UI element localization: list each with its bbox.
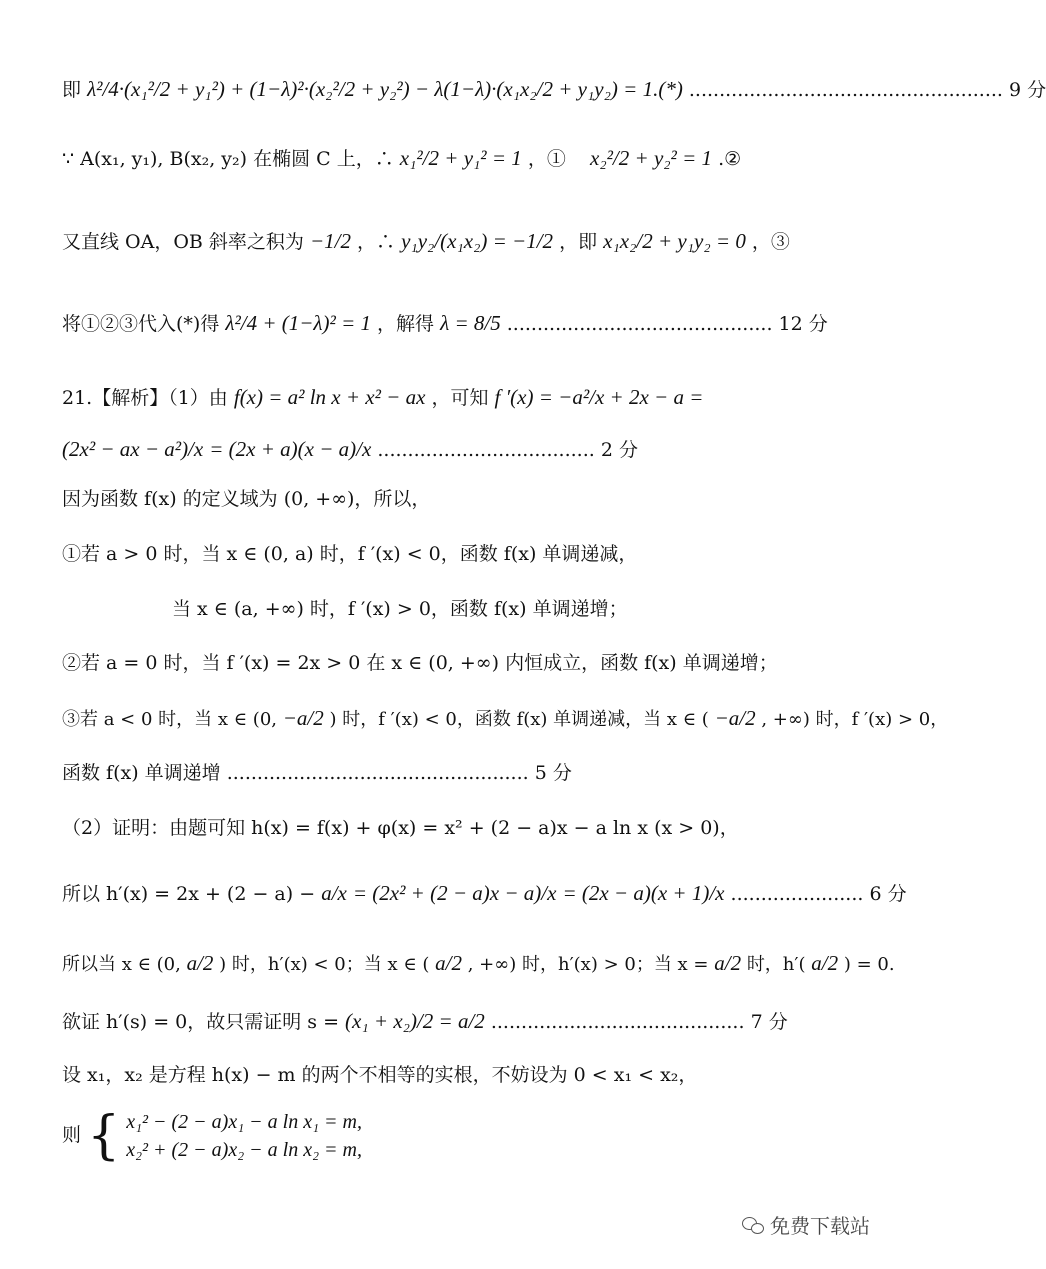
line-2 — [62, 145, 860, 172]
mark: ，① — [527, 148, 566, 170]
equation-star: λ²/4·(x₁²/2 + y₁²) + (1−λ)²·(x₂²/2 + y₂²) − λ(1−λ)·(x₁x₂/2 + y₁y₂) = 1.(*) — [87, 77, 683, 101]
text: ①若 a > 0 时，当 x ∈ (0, a) 时，f ′(x) < 0，函数 f(x) 单调递减， — [62, 543, 638, 565]
text: 所以当 x ∈ (0, — [62, 954, 187, 975]
line-10 — [62, 650, 860, 676]
text: 时，h′( — [746, 954, 806, 975]
equation: −1/2 — [309, 229, 351, 253]
watermark — [742, 1210, 870, 1239]
brace: { — [87, 1106, 121, 1166]
score: 5 分 — [534, 762, 572, 784]
text: （2）证明：由题可知 h(x) = f(x) + φ(x) = x² + (2 − a)x − a ln x (x > 0)， — [62, 817, 739, 839]
line-16 — [62, 1008, 860, 1035]
text: ，∴ — [357, 231, 402, 253]
equation: = (2x + a)(x − a)/x — [209, 437, 372, 461]
dots: .................................................... — [688, 79, 1003, 101]
line-17 — [62, 1062, 860, 1088]
line-13 — [62, 815, 860, 841]
line-1 — [62, 76, 1046, 103]
text: ∵ A(x₁, y₁), B(x₂, y₂) 在椭圆 C 上，∴ — [62, 148, 400, 170]
text: 将①②③代入(*)得 — [62, 313, 226, 335]
text: 函数 f(x) 单调递增 — [62, 762, 221, 784]
equation: f(x) = a² ln x + x² − ax — [233, 385, 426, 409]
dots: .......................................... — [490, 1011, 745, 1033]
line-14 — [62, 880, 907, 907]
wechat-icon — [742, 1216, 764, 1234]
score: 12 分 — [778, 313, 828, 335]
line-3 — [62, 228, 860, 255]
mark: ，③ — [751, 231, 790, 253]
equation: f ′(x) = −a²/x + 2x − a = — [494, 385, 704, 409]
text: 所以 h′(x) = 2x + (2 − a) − — [62, 883, 322, 905]
equation-1: x₁²/2 + y₁² = 1 — [399, 146, 522, 170]
equation-system — [126, 1108, 362, 1164]
text: , +∞) 时，f ′(x) > 0， — [761, 709, 949, 730]
equation: a/2 — [811, 951, 839, 975]
line-11 — [62, 705, 949, 733]
text: , +∞) 时，h′(x) > 0；当 x = — [467, 954, 715, 975]
text: 即 — [62, 79, 82, 101]
watermark-text: 免费下载站 — [770, 1214, 870, 1238]
mark: .② — [718, 148, 742, 170]
text: 当 x ∈ (a, +∞) 时，f ′(x) > 0，函数 f(x) 单调递增； — [172, 598, 628, 620]
text: 因为函数 f(x) 的定义域为 (0, +∞)，所以， — [62, 488, 431, 510]
text: ，解得 — [377, 313, 441, 335]
score: 2 分 — [600, 439, 638, 461]
system-row-1: x₁² − (2 − a)x₁ − a ln x₁ = m, — [126, 1111, 362, 1133]
line-4 — [62, 310, 860, 337]
dots: ............................................ — [506, 313, 773, 335]
line-5 — [62, 384, 860, 411]
equation: y₁y₂/(x₁x₂) = −1/2 — [401, 229, 554, 253]
text: ，可知 — [431, 387, 495, 409]
equation: a/2 — [714, 951, 742, 975]
line-12 — [62, 760, 860, 786]
text: ③若 a < 0 时，当 x ∈ (0, — [62, 709, 283, 730]
equation: −a/2 — [282, 706, 324, 730]
equation: λ²/4 + (1−λ)² = 1 — [225, 311, 371, 335]
equation: = (2x − a)(x + 1)/x — [562, 881, 725, 905]
text: 则 — [62, 1124, 82, 1146]
dots: ...................... — [730, 883, 864, 905]
score: 6 分 — [869, 883, 907, 905]
dots: .................................................. — [226, 762, 529, 784]
equation: a/2 — [435, 951, 462, 975]
equation-3: x₁x₂/2 + y₁y₂ = 0 — [603, 229, 746, 253]
text: ) 时，f ′(x) < 0，函数 f(x) 单调递减，当 x ∈ ( — [329, 709, 709, 730]
line-8 — [62, 541, 860, 567]
equation: a/x — [321, 881, 347, 905]
text: ) 时，h′(x) < 0；当 x ∈ ( — [219, 954, 430, 975]
dots: .................................... — [377, 439, 595, 461]
line-7 — [62, 486, 860, 512]
text: ) = 0. — [843, 954, 895, 975]
score: 9 分 — [1008, 79, 1046, 101]
text: ②若 a = 0 时，当 f ′(x) = 2x > 0 在 x ∈ (0, +∞) 内恒成立，函数 f(x) 单调递增； — [62, 652, 778, 674]
text: 欲证 h′(s) = 0，故只需证明 s = — [62, 1011, 346, 1033]
score: 7 分 — [750, 1011, 788, 1033]
text: 21.【解析】（1）由 — [62, 387, 234, 409]
equation: = (2x² + (2 − a)x − a)/x — [352, 881, 557, 905]
equation: λ = 8/5 — [440, 311, 501, 335]
line-18 — [62, 1108, 860, 1164]
system-row-2: x₂² + (2 − a)x₂ − a ln x₂ = m, — [126, 1139, 362, 1161]
text: 又直线 OA，OB 斜率之积为 — [62, 231, 310, 253]
equation: −a/2 — [714, 706, 756, 730]
equation-2: x₂²/2 + y₂² = 1 — [590, 146, 713, 170]
line-6 — [62, 436, 860, 463]
line-15 — [62, 950, 895, 978]
equation: a/2 — [186, 951, 214, 975]
equation: (2x² − ax − a²)/x — [62, 437, 204, 461]
text: ，即 — [559, 231, 604, 253]
text: 设 x₁，x₂ 是方程 h(x) − m 的两个不相等的实根，不妨设为 0 < x₁ < x₂， — [62, 1064, 698, 1086]
line-9 — [172, 596, 860, 622]
equation: (x₁ + x₂)/2 = a/2 — [345, 1009, 485, 1033]
